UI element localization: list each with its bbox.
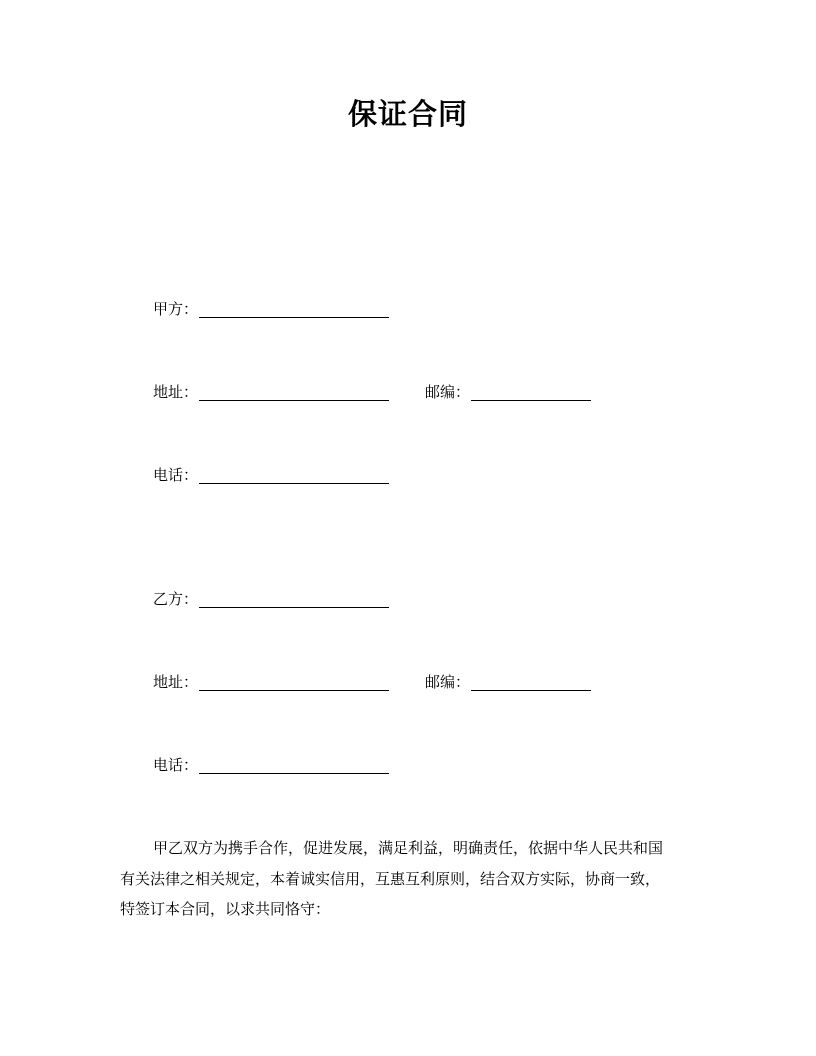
party-a-postcode-blank[interactable] [471,380,591,401]
party-a-postcode-label: 邮编： [425,383,471,401]
party-a-phone-blank[interactable] [199,463,389,484]
party-b-address-field [153,669,389,691]
preamble-line: 有关法律之相关规定，本着诚实信用，互惠互利原则，结合双方实际，协商一致， [120,869,661,888]
party-a-address-blank[interactable] [199,380,389,401]
party-b-name-blank[interactable] [199,587,389,608]
party-b-postcode-field [425,669,591,691]
party-a-phone-field [153,462,389,484]
party-a-address-field [153,379,389,401]
party-b-postcode-blank[interactable] [471,670,591,691]
party-b-postcode-label: 邮编： [425,673,471,691]
party-a-postcode-field [425,379,591,401]
party-b-phone-label: 电话： [153,756,199,774]
party-a-address-label: 地址： [153,383,199,401]
party-a-phone-label: 电话： [153,466,199,484]
preamble-line: 特签订本合同，以求共同恪守： [120,900,331,918]
party-b-address-label: 地址： [153,673,199,691]
document-title: 保证合同 [347,97,468,131]
party-b-name-label: 乙方： [153,590,199,608]
party-b-address-blank[interactable] [199,670,389,691]
party-a-name-label: 甲方： [153,300,199,318]
party-a-name-field [153,296,389,318]
preamble-paragraph [120,833,700,925]
preamble-line: 甲乙双方为携手合作，促进发展，满足利益，明确责任，依据中华人民共和国 [153,839,664,857]
party-b-phone-field [153,752,389,774]
party-b-name-field [153,586,389,608]
party-b-phone-blank[interactable] [199,753,389,774]
party-a-name-blank[interactable] [199,297,389,318]
